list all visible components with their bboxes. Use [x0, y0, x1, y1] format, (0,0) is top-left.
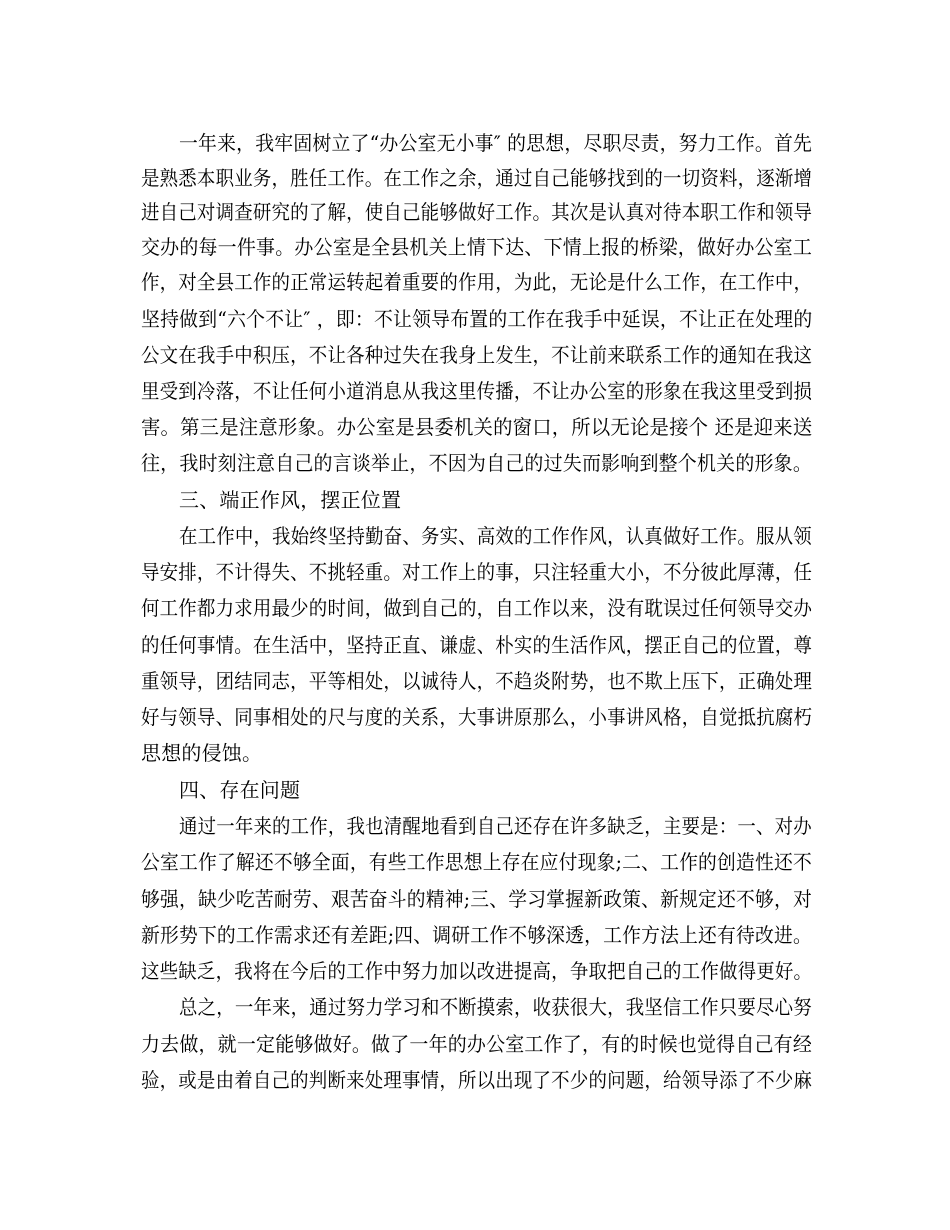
line-text: 好与领导、同事相处的尺与度的关系，大事讲原那么，小事讲风格，自觉抵抗腐朽 [141, 705, 813, 729]
text-line [0, 848, 950, 876]
text-line [0, 739, 950, 767]
line-text: 公室工作了解还不够全面，有些工作思想上存在应付现象;二、工作的创造性还不 [141, 850, 812, 874]
text-line [0, 522, 950, 550]
line-text: 新形势下的工作需求还有差距;四、调研工作不够深透，工作方法上还有待改进。 [141, 923, 812, 947]
section-heading [0, 776, 950, 804]
text-line [0, 558, 950, 586]
line-text: 力去做，就一定能够做好。做了一年的办公室工作了，有的时候也觉得自己有经 [141, 1032, 813, 1056]
line-text: 里受到冷落，不让任何小道消息从我这里传播，不让办公室的形象在我这里受到损 [141, 379, 813, 403]
text-line [0, 129, 950, 157]
text-line [0, 703, 950, 731]
line-text: 思想的侵蚀。 [141, 741, 263, 765]
text-line [0, 449, 950, 477]
line-text: 总之，一年来，通过努力学习和不断摸索，收获很大，我坚信工作只要尽心努 [179, 995, 812, 1019]
line-text: 公文在我手中积压，不让各种过失在我身上发生，不让前来联系工作的通知在我这 [141, 343, 813, 367]
line-text: 一年来，我牢固树立了“办公室无小事″ 的思想，尽职尽责，努力工作。首先 [179, 131, 813, 155]
line-text: 何工作都力求用最少的时间，做到自己的，自工作以来，没有耽误过任何领导交办 [141, 596, 813, 620]
line-text: 在工作中，我始终坚持勤奋、务实、高效的工作作风，认真做好工作。服从领 [179, 524, 812, 548]
text-line [0, 341, 950, 369]
text-line [0, 885, 950, 913]
line-text: 害。第三是注意形象。办公室是县委机关的窗口，所以无论是接个 还是迎来送 [141, 415, 813, 439]
text-line [0, 233, 950, 261]
text-line [0, 667, 950, 695]
text-line [0, 812, 950, 840]
text-line [0, 377, 950, 405]
text-line [0, 631, 950, 659]
line-text: 这些缺乏，我将在今后的工作中努力加以改进提高，争取把自己的工作做得更好。 [141, 959, 813, 983]
text-line [0, 921, 950, 949]
line-text: 够强，缺少吃苦耐劳、艰苦奋斗的精神;三、学习掌握新政策、新规定还不够，对 [141, 887, 812, 911]
line-text: 进自己对调查研究的了解，使自己能够做好工作。其次是认真对待本职工作和领导 [141, 200, 813, 224]
text-line [0, 993, 950, 1021]
line-text: 导安排，不计得失、不挑轻重。对工作上的事，只注轻重大小，不分彼此厚薄，任 [141, 560, 813, 584]
text-line [0, 594, 950, 622]
line-text: 坚持做到“六个不让″ ，即：不让领导布置的工作在我手中延误，不让正在处理的 [141, 307, 813, 331]
text-line [0, 957, 950, 985]
line-text: 重领导，团结同志，平等相处，以诚待人，不趋炎附势，也不欺上压下，正确处理 [141, 669, 813, 693]
text-line [0, 305, 950, 333]
text-line [0, 1030, 950, 1058]
heading-text: 四、存在问题 [179, 778, 301, 802]
section-heading [0, 486, 950, 514]
line-text: 交办的每一件事。办公室是全县机关上情下达、下情上报的桥梁，做好办公室工 [141, 235, 813, 259]
text-line [0, 1066, 950, 1094]
text-line [0, 268, 950, 296]
text-line [0, 413, 950, 441]
line-text: 通过一年来的工作，我也清醒地看到自己还存在许多缺乏，主要是：一、对办 [179, 814, 812, 838]
text-line [0, 164, 950, 192]
line-text: 的任何事情。在生活中，坚持正直、谦虚、朴实的生活作风，摆正自己的位置，尊 [141, 633, 813, 657]
text-line [0, 198, 950, 226]
heading-text: 三、端正作风，摆正位置 [179, 488, 402, 512]
line-text: 作，对全县工作的正常运转起着重要的作用，为此，无论是什么工作，在工作中， [141, 270, 813, 294]
line-text: 验，或是由着自己的判断来处理事情，所以出现了不少的问题，给领导添了不少麻 [141, 1068, 813, 1092]
line-text: 是熟悉本职业务，胜任工作。在工作之余，通过自己能够找到的一切资料，逐渐增 [141, 166, 813, 190]
line-text: 往，我时刻注意自己的言谈举止，不因为自己的过失而影响到整个机关的形象。 [141, 451, 813, 475]
